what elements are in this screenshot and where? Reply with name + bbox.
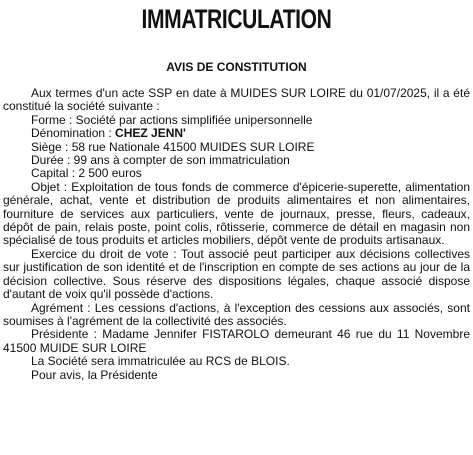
notice-subtitle: AVIS DE CONSTITUTION <box>166 60 307 74</box>
forme-line: Forme : Société par actions simplifiée unipersonnelle <box>31 112 313 127</box>
section-header-title: IMMATRICULATION <box>141 4 332 34</box>
vote-paragraph: Exercice du droit de vote : Tout associé peut participer aux décisions collectives sur justification de son identité et de l'inscription en compte de ses actions au jour de la décision collective. Sous réserve des dispositions légales, chaque associé dispose d'autant de voix qu'il possède d'actions. <box>3 246 470 302</box>
rcs-line: La Société sera immatriculée au RCS de BLOIS. <box>31 354 290 369</box>
denomination-value: CHEZ JENN' <box>115 126 186 141</box>
denomination-label: Dénomination : <box>31 126 116 141</box>
notice-body <box>3 87 470 382</box>
denomination-line <box>3 127 470 140</box>
objet-paragraph: Objet : Exploitation de tous fonds de commerce d'épicerie-superette, alimentation générale, achat, vente et distribution de produits alimentaires et non alimentaires, fourniture de services aux particuliers, vente de journaux, presse, fleurs, cadeaux, dépôt de pain, relais poste, point colis, rôtisserie, commerce de détail en magasin non spécialisé de tous produits et articles mobiliers, dépôt vente de produits artisanaux. <box>3 179 470 248</box>
intro-paragraph: Aux termes d'un acte SSP en date à MUIDES SUR LOIRE du 01/07/2025, il a été constitué la société suivante : <box>3 86 470 114</box>
capital-line: Capital : 2 500 euros <box>31 166 142 181</box>
president-paragraph: Présidente : Madame Jennifer FISTAROLO demeurant 46 rue du 11 Novembre 41500 MUIDE SUR LOIRE <box>3 327 470 355</box>
agrement-paragraph: Agrément : Les cessions d'actions, à l'exception des cessions aux associés, sont soumises à l'agrément de la collectivité des associés. <box>3 300 470 328</box>
siege-line: Siège : 58 rue Nationale 41500 MUIDES SUR LOIRE <box>31 139 315 154</box>
duree-line: Durée : 99 ans à compter de son immatriculation <box>31 153 290 168</box>
signature-line: Pour avis, la Présidente <box>31 367 158 382</box>
